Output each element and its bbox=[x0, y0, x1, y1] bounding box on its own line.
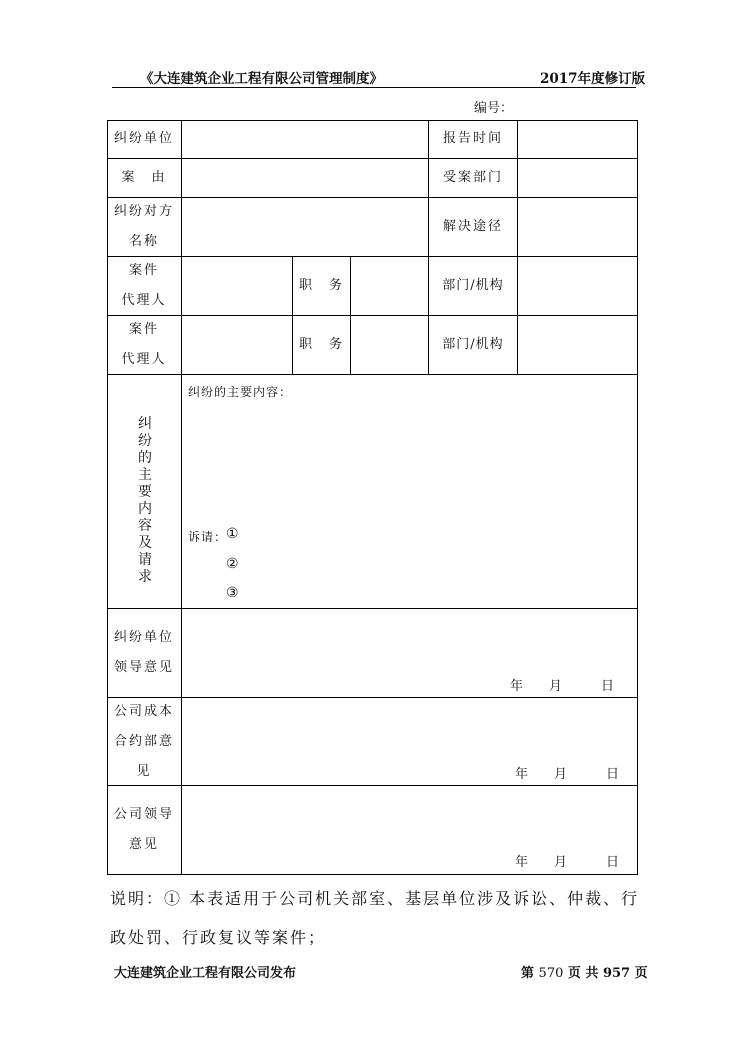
agent-value-1[interactable] bbox=[182, 257, 292, 315]
note-line-2: 政处罚、行政复议等案件； bbox=[110, 928, 327, 947]
cost-dept-opinion-line2: 合约部意 bbox=[113, 733, 174, 749]
company-leader-opinion-line1: 公司领导 bbox=[113, 807, 174, 822]
cost-dept-opinion-line1: 公司成本 bbox=[113, 703, 174, 719]
header-rule bbox=[112, 87, 636, 88]
claim-1-marker: ① bbox=[226, 526, 239, 542]
main-content-label: 纠纷的主要内容： bbox=[188, 385, 293, 399]
counterparty-label bbox=[107, 198, 181, 256]
grid-line bbox=[107, 697, 638, 698]
serial-number-label: 编号： bbox=[474, 101, 514, 116]
receiving-dept-label: 受案部门 bbox=[442, 170, 503, 185]
report-time-label: 报告时间 bbox=[442, 131, 503, 146]
agent-label-line1: 案件 bbox=[128, 263, 159, 278]
unit-leader-opinion-label bbox=[107, 609, 181, 697]
case-cause-value[interactable] bbox=[182, 159, 428, 197]
date-day: 日 bbox=[606, 855, 620, 870]
position-value-2[interactable] bbox=[351, 316, 428, 374]
dispute-report-form bbox=[107, 120, 638, 875]
date-month: 月 bbox=[554, 855, 568, 870]
footer-page-info bbox=[521, 962, 648, 981]
grid-line bbox=[107, 374, 638, 375]
page-number: 570 bbox=[538, 966, 564, 981]
case-cause-label: 案 由 bbox=[121, 170, 167, 185]
dept-org-label-2: 部门/机构 bbox=[442, 337, 504, 352]
claim-2-marker: ② bbox=[226, 556, 239, 572]
footer-publisher: 大连建筑企业工程有限公司发布 bbox=[114, 966, 297, 981]
header-edition: 2017年度修订版 bbox=[540, 71, 646, 87]
agent-label-line2: 代理人 bbox=[121, 293, 167, 308]
date-day: 日 bbox=[601, 679, 615, 694]
position-label-2: 职 务 bbox=[298, 337, 344, 352]
receiving-dept-value[interactable] bbox=[518, 159, 637, 197]
date-year: 年 bbox=[510, 679, 524, 694]
dispute-unit-label: 纠纷单位 bbox=[113, 131, 174, 146]
page-suffix: 页 bbox=[634, 966, 648, 981]
unit-leader-opinion-line2: 领导意见 bbox=[113, 660, 174, 675]
claim-3-marker: ③ bbox=[226, 585, 239, 601]
resolution-label: 解决途径 bbox=[442, 219, 503, 234]
main-content-side-label: 纠纷的主要内容及请求 bbox=[138, 416, 152, 585]
dept-org-value-1[interactable] bbox=[518, 257, 637, 315]
agent-label-line1: 案件 bbox=[128, 322, 159, 337]
grid-line bbox=[107, 785, 638, 786]
dept-org-label-1: 部门/机构 bbox=[442, 278, 504, 293]
date-year: 年 bbox=[515, 767, 529, 782]
claims-label: 诉请： bbox=[188, 530, 228, 544]
page-mid: 页 共 bbox=[567, 966, 599, 981]
report-time-value[interactable] bbox=[518, 121, 637, 158]
counterparty-value[interactable] bbox=[182, 198, 428, 256]
grid-line bbox=[107, 874, 638, 875]
company-leader-opinion-label bbox=[107, 786, 181, 874]
page-prefix: 第 bbox=[521, 966, 535, 981]
date-month: 月 bbox=[554, 767, 568, 782]
date-month: 月 bbox=[549, 679, 563, 694]
counterparty-label-line2: 名称 bbox=[128, 234, 159, 249]
date-year: 年 bbox=[515, 855, 529, 870]
page-total: 957 bbox=[602, 966, 631, 981]
agent-label-2 bbox=[107, 316, 181, 374]
agent-value-2[interactable] bbox=[182, 316, 292, 374]
dispute-unit-value[interactable] bbox=[182, 121, 428, 158]
company-leader-opinion-line2: 意见 bbox=[128, 837, 159, 852]
position-value-1[interactable] bbox=[351, 257, 428, 315]
counterparty-label-line1: 纠纷对方 bbox=[113, 204, 174, 219]
unit-leader-opinion-line1: 纠纷单位 bbox=[113, 630, 174, 645]
date-day: 日 bbox=[606, 767, 620, 782]
grid-line bbox=[637, 120, 638, 875]
cost-dept-opinion-label bbox=[107, 698, 181, 785]
agent-label-1 bbox=[107, 257, 181, 315]
note-line-1: 说明：① 本表适用于公司机关部室、基层单位涉及诉讼、仲裁、行 bbox=[110, 889, 640, 908]
resolution-value[interactable] bbox=[518, 198, 637, 256]
agent-label-line2: 代理人 bbox=[121, 352, 167, 367]
dept-org-value-2[interactable] bbox=[518, 316, 637, 374]
position-label-1: 职 务 bbox=[298, 278, 344, 293]
grid-line bbox=[107, 608, 638, 609]
header-title: 《大连建筑企业工程有限公司管理制度》 bbox=[140, 71, 383, 87]
cost-dept-opinion-line3: 见 bbox=[136, 763, 152, 779]
